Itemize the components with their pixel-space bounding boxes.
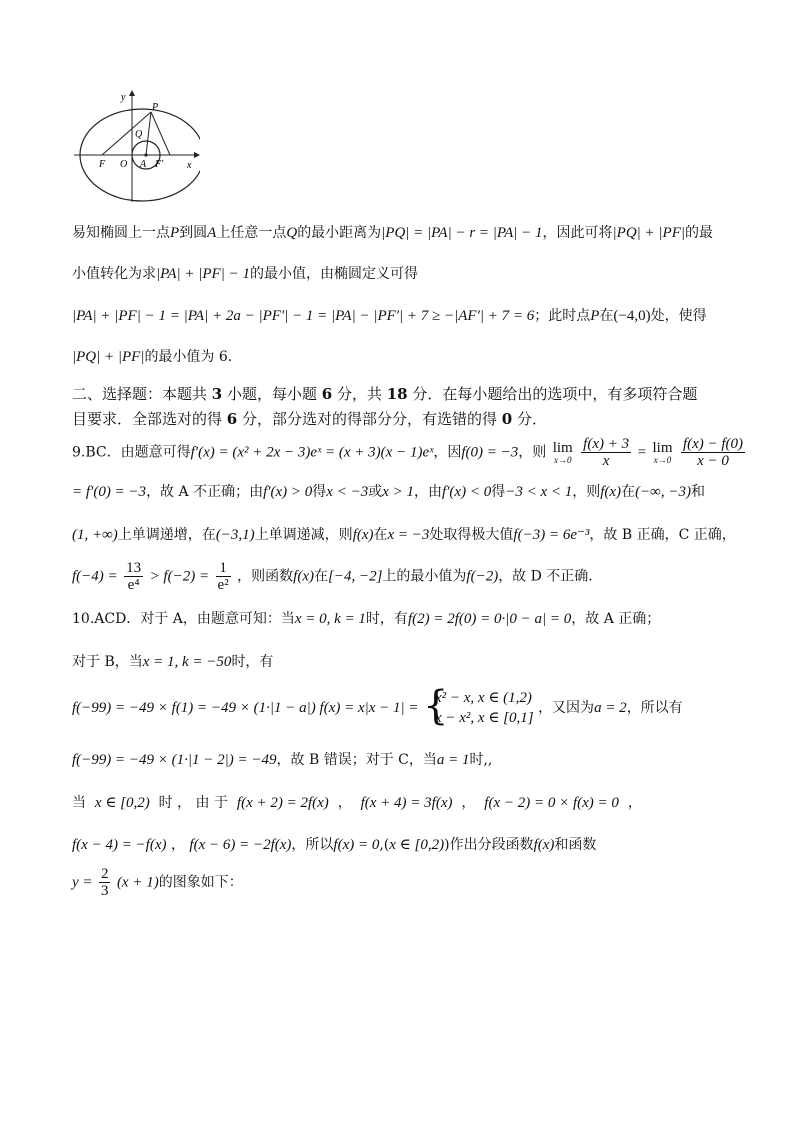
left-brace: { [422,683,449,729]
math: Q [286,225,298,241]
text: ，故 D 不正确． [498,568,603,585]
text: 到圆 [179,225,208,241]
text: 分，共 [332,385,387,403]
label-x: x [187,160,192,171]
para1-line1 [72,222,713,244]
label-fprime: F′ [155,159,164,170]
segment-fp [102,112,151,155]
text: 分．在每小题给出的选项中，有多项符合题 [407,385,698,403]
lim-sub: x→0 [653,454,672,465]
text: 上单调递增，在 [117,527,216,543]
lim-text: lim [552,439,573,456]
math: f(x + 4) = 3f(x) [360,795,453,811]
math: (1, +∞) [72,527,118,543]
label-a: A [140,159,147,170]
math: (x + 1) [116,874,159,891]
text: 二、选择题：本题共 [72,385,212,403]
math: A [207,225,217,241]
math: x = −3 [387,527,430,543]
q9-line2 [72,481,705,503]
math: f(−3) = 6e⁻³ [513,527,590,543]
text: 小值转化为求 [72,266,156,282]
text: 在 [313,568,328,585]
math: a = 2 [594,700,627,716]
case-row: x − x², x ∈ [0,1] [434,710,534,726]
math: f′(x) < 0 [441,484,492,500]
text: 在 [621,484,636,500]
math: y = [72,874,93,891]
denominator: x [602,453,610,469]
bold-number: 6 [226,410,238,428]
q10-line4 [72,749,492,771]
point-a [144,153,147,156]
math: f(x − 2) = 0 × f(x) = 0 [484,795,619,811]
q9-line3 [72,524,736,546]
text: ，故 B 正确，C 正确， [589,527,736,543]
math: f(−99) = −49 × f(1) = −49 × (1·|1 − a|) f(x) = x|x − 1| = [72,700,419,716]
math: = f′(0) = −3 [72,484,147,500]
text: ,( [379,837,390,853]
lim-sub: x→0 [553,454,572,465]
math: (−4,0) [613,308,651,324]
numerator: f(x) + 3 [583,436,630,452]
math: |PQ| + |PF| [72,349,145,365]
y-axis-arrow [129,90,135,96]
text: 分． [512,410,547,428]
fraction-1-e2 [216,560,231,593]
math: |PA| + |PF| − 1 = |PA| + 2a − |PF′| − 1 = |PA| − |PF′| + 7 ≥ −|AF′| + 7 = 6 [72,308,535,324]
equals: = [637,444,647,461]
numerator: 2 [100,866,109,882]
math: f(−99) = −49 × (1·|1 − 2|) = −49 [72,752,277,768]
text: 的最小值，由椭圆定义可得 [249,266,418,282]
math: f(x) [600,484,622,500]
text: 时，有 [231,654,274,670]
text: 或 [368,484,383,500]
text: 当 [72,795,86,811]
math: −3 < x < 1 [505,484,573,500]
math: a = 1 [436,752,470,768]
math: f(x − 6) = −2f(x) [189,837,292,853]
case-row: x² − x, x ∈ (1,2) [434,690,532,706]
text: 上单调递减，则 [254,527,353,543]
limit-1 [553,441,573,465]
text: ，所以 [291,837,334,853]
text: ，故 A 不正确；由 [146,484,264,500]
math: |PA| + |PF| − 1 [156,266,250,282]
fraction-1 [581,436,631,469]
section2-line1 [72,383,697,405]
text: 处，使得 [650,308,707,324]
text: 时，有 [365,611,408,627]
math: f(x) [352,527,374,543]
bold-number: 3 [211,385,223,403]
numerator: 13 [126,560,142,576]
text: 小题，每小题 [222,385,322,403]
text: ，则函数 [237,568,294,585]
numerator: 1 [216,560,231,577]
text: ， [461,795,476,811]
text: ， [170,837,185,853]
para1-line3 [72,305,707,327]
math: f′(x) > 0 [263,484,313,500]
text: 处取得极大值 [429,527,514,543]
math: x > 1 [382,484,414,500]
x-axis-arrow [194,152,200,158]
math: x ∈ [0,2) [94,795,150,811]
ellipse-circle-figure [72,86,200,204]
math: P [170,225,180,241]
text: 的最小距离为 [297,225,382,241]
math: f(x) = 0 [333,837,380,853]
denominator: 3 [100,883,109,899]
label-f: F [99,159,106,170]
text: ， [337,795,352,811]
math: f′(x) = (x² + 2x − 3)eˣ = (x + 3)(x − 1)eˣ [190,444,434,461]
q10-line3 [72,683,683,734]
section2-line2 [72,408,547,430]
text: 9.BC．由题意可得 [72,444,191,461]
text: ，故 A 正确； [571,611,661,627]
math: |PQ| + |PF| [612,225,685,241]
text: 在 [373,527,388,543]
text: 分，部分选对的得部分分，有选错的得 [237,410,502,428]
text: 的图象如下： [158,874,243,891]
math: (−∞, −3) [635,484,691,500]
text: ，又因为 [538,700,595,716]
math: f(x) [533,837,555,853]
numerator: f(x) − f(0) [682,436,744,452]
denominator: e⁴ [127,577,140,593]
text: 目要求．全部选对的得 [72,410,227,428]
segment-pa [146,112,151,155]
text: )作出分段函数 [444,837,534,853]
text: ，则 [518,444,547,461]
q10-line1 [72,608,660,630]
text: 对于 B，当 [72,654,143,670]
text: ；此时点 [534,308,591,324]
math: x < −3 [326,484,369,500]
text: 和函数 [554,837,597,853]
math: f(−2) [466,568,499,585]
label-p: P [152,102,159,113]
text: 得 [491,484,506,500]
label-o: O [120,159,128,170]
math: f(0) = −3 [461,444,519,461]
text: 得 [312,484,327,500]
text: 的最 [684,225,713,241]
text: 时 ， 由 于 [158,795,229,811]
bold-number: 6 [321,385,333,403]
para1-line4 [72,346,242,368]
text: 易知椭圆上一点 [72,225,170,241]
text: ，因 [433,444,462,461]
denominator: e² [217,577,229,593]
math: x = 1, k = −50 [142,654,232,670]
limit-2 [652,441,672,465]
bold-number: 18 [386,385,408,403]
q10-line7 [72,866,243,906]
fraction-2 [681,436,745,469]
q10-line2 [72,651,273,673]
math: f(x − 4) = −f(x) [72,837,167,853]
piecewise-function [422,683,534,729]
math: f(x) [293,568,314,585]
q10-line5 [72,792,642,814]
fraction-2-3 [99,866,111,899]
text: 在 [599,308,614,324]
math: (−3,1) [215,527,255,543]
text: ，则 [572,484,601,500]
segment-pfp [151,112,170,155]
text: 和 [691,484,705,500]
text: ，故 B 错误；对于 C，当 [276,752,437,768]
fraction-13-e4 [124,560,143,593]
label-y: y [121,92,126,103]
math: f(2) = 2f(0) = 0·|0 − a| = 0 [407,611,572,627]
math: f(x + 2) = 2f(x) [236,795,329,811]
text: ，由 [413,484,442,500]
math: x = 0, k = 1 [294,611,366,627]
denominator: x − 0 [697,453,729,469]
label-q: Q [135,129,143,140]
lim-text: lim [652,439,673,456]
q9-line4 [72,560,602,600]
text: 上的最小值为 [382,568,467,585]
math: f(−4) = [72,568,118,585]
math: |PQ| = |PA| − r = |PA| − 1 [381,225,543,241]
math: > f(−2) = [149,568,210,585]
q9-line1 [72,436,747,476]
para1-line2 [72,263,418,285]
text: 的最小值为 6． [144,349,242,365]
text: ， [627,795,642,811]
q10-line6 [72,834,596,856]
bold-number: 0 [501,410,513,428]
text: 时,, [469,752,493,768]
text: 10.ACD．对于 A，由题意可知：当 [72,611,295,627]
math: P [590,308,600,324]
text: ，所以有 [626,700,683,716]
math: [−4, −2] [327,568,383,585]
text: ，因此可将 [542,225,613,241]
text: 上任意一点 [216,225,287,241]
math: x ∈ [0,2) [389,837,445,853]
